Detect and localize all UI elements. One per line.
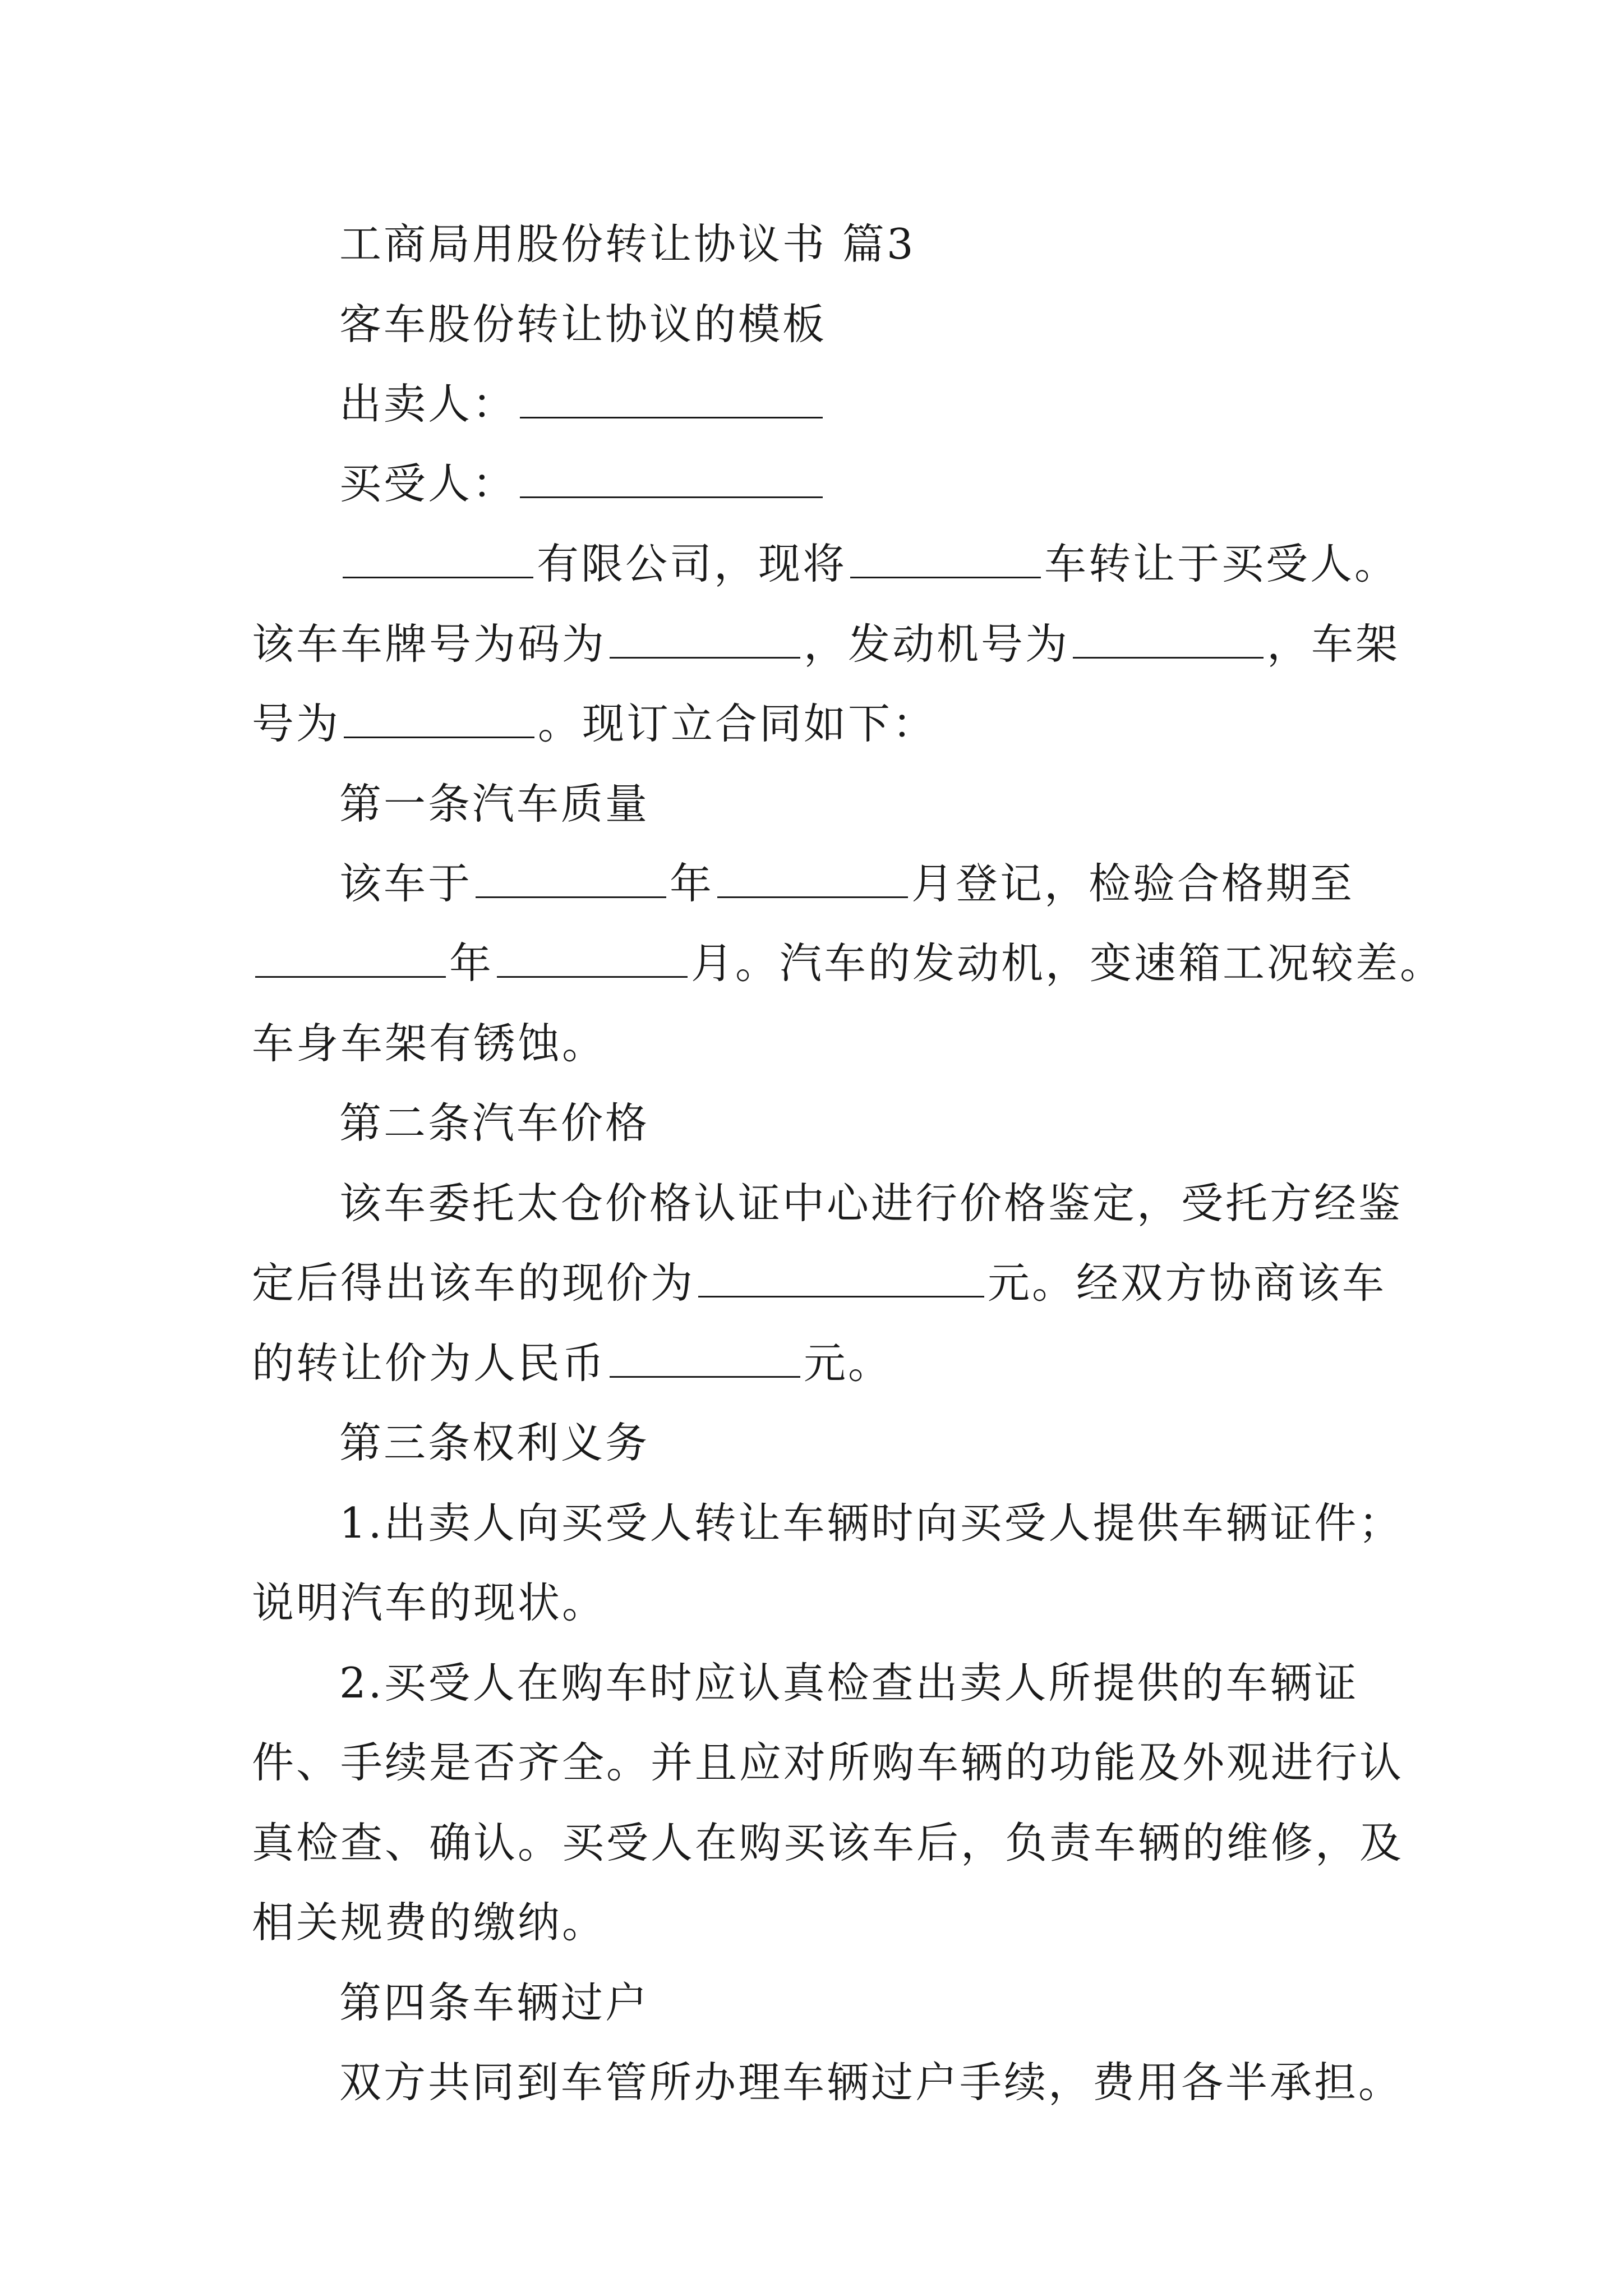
article-2-heading: 第二条汽车价格 [339, 1098, 650, 1148]
current-price-blank [698, 1267, 984, 1297]
article-3-item-2-line-2: 件、手续是否齐全。并且应对所购车辆的功能及外观进行认 [252, 1738, 1404, 1787]
intro-line-2: 该车车牌号为码为 ，发动机号为 ，车架 [252, 619, 1400, 669]
transfer-price-blank [610, 1347, 800, 1378]
article-3-item-2-line-1: 2.买受人在购车时应认真检查出卖人所提供的车辆证 [339, 1658, 1359, 1708]
document-title: 工商局用股份转让协议书 篇3 [339, 219, 916, 269]
article-1-line-2: 年 月。汽车的发动机，变速箱工况较差。 [0, 918, 1623, 1008]
article-3-heading: 第三条权利义务 [339, 1418, 650, 1467]
intro-line-3: 号为 。现订立合同如下： [252, 699, 937, 748]
article-2-line-1: 该车委托太仓价格认证中心进行价格鉴定，受托方经鉴 [339, 1179, 1403, 1228]
engine-blank [1073, 628, 1264, 659]
article-4-heading: 第四条车辆过户 [339, 1978, 650, 2027]
article-3-item-1-line-2: 说明汽车的现状。 [252, 1578, 607, 1627]
buyer-blank [520, 467, 823, 498]
valid-month-blank [497, 947, 688, 978]
article-3-item-2-line-3: 真检查、确认。买受人在购买该车后，负责车辆的维修，及 [252, 1818, 1404, 1867]
intro-line-1: 有限公司，现将 车转让于买受人。 [0, 519, 1623, 609]
valid-year-blank [255, 947, 446, 978]
article-1-line-3: 车身车架有锈蚀。 [252, 1019, 607, 1068]
article-2-line-2: 定后得出该车的现价为 元。经双方协商该车 [252, 1258, 1387, 1308]
buyer-label: 买受人： [339, 459, 517, 508]
article-1-line-1: 该车于 年 月登记，检验合格期至 [339, 859, 1355, 908]
article-2-line-3: 的转让价为人民币 元。 [252, 1338, 893, 1388]
article-4-line-1: 双方共同到车管所办理车辆过户手续，费用各半承担。 [339, 2058, 1403, 2107]
seller-blank [520, 388, 823, 418]
article-3-item-2-line-4: 相关规费的缴纳。 [252, 1898, 607, 1947]
article-3-item-1-line-1: 1.出卖人向买受人转让车辆时向买受人提供车辆证件； [339, 1498, 1403, 1548]
buyer-line [0, 439, 1623, 528]
frame-blank [344, 707, 534, 738]
plate-blank [610, 628, 800, 659]
seller-line [0, 359, 1623, 449]
article-1-heading: 第一条汽车质量 [339, 779, 650, 829]
company-blank [343, 547, 533, 578]
reg-year-blank [476, 867, 666, 898]
vehicle-blank [850, 547, 1041, 578]
reg-month-blank [717, 867, 908, 898]
seller-label: 出卖人： [339, 379, 517, 429]
document-subtitle: 客车股份转让协议的模板 [339, 300, 827, 349]
